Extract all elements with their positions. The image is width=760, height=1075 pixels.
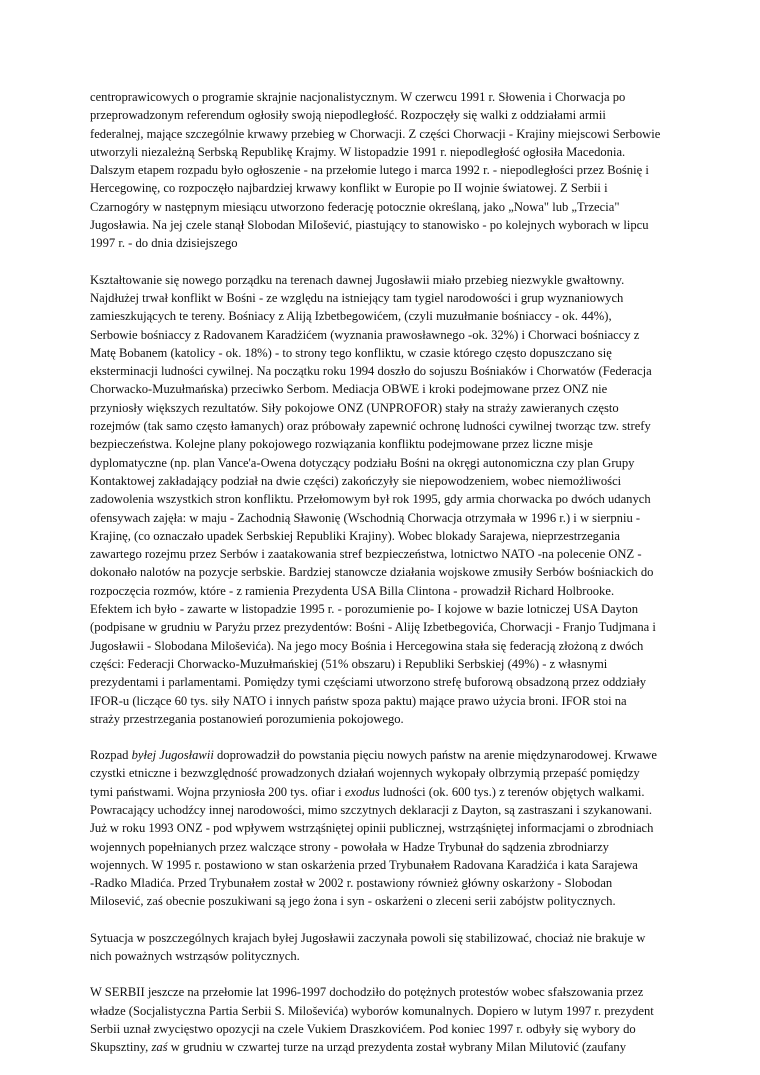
paragraph-4 — [90, 929, 670, 966]
paragraph-3 — [90, 746, 670, 911]
text-line: utworzyli niezależną Serbską Republikę Krajmy. W listopadzie 1991 r. niepodległość ogłosiła Macedonia. — [90, 144, 626, 159]
text-line: Jugosławia. Na jej czele stanął Slobodan MiIošević, piastujący to stanowisko - po kolejnych wyborach w lipcu — [90, 218, 649, 233]
text-line: Powracający uchodźcy innej narodowości, mimo szczytnych deklaracji z Dayton, są zastraszani i szykanowani. — [90, 802, 652, 817]
text-line: przeprowadzonym referendum ogłosiły swoją niepodległość. Rozpoczęły się walki z oddziałami armii — [90, 108, 606, 123]
text-line: Już w roku 1993 ONZ - pod wpływem wstrząśniętej opinii publicznej, wstrząśniętej informacjami o zbrodniach — [90, 821, 654, 836]
text-line: rozejmów (tak samo często łamanych) oraz próbowały zapewnić ochronę ludności cywilnej tworząc tzw. strefy — [90, 419, 651, 434]
paragraph-2 — [90, 271, 670, 728]
text-line: Matę Bobanem (katolicy - ok. 18%) - to strony tego konfliktu, w czasie którego często dopuszczano się — [90, 345, 612, 360]
text-line: dokonało nalotów na pozycje serbskie. Bardziej stanowcze działania wojskowe zmusiły Serbów bośniackich do — [90, 565, 654, 580]
paragraph-5 — [90, 983, 670, 1056]
text-line: Dalszym etapem rozpadu było ogłoszenie - na przełomie lutego i marca 1992 r. - niepodległości przez Bośnię i — [90, 163, 649, 178]
text-line: Efektem ich było - zawarte w listopadzie 1995 r. - porozumienie po- I kojowe w bazie lotniczej USA Dayton — [90, 602, 639, 617]
text-line: rozpoczęcia rozmów, które - z ramienia Prezydenta USA Billa Clintona - prowadził Richard Holbrooke. — [90, 583, 615, 598]
text-line: zawartego rozejmu przez Serbów i zaatakowania stref bezpieczeństwa, lotnictwo NATO -na polecenie ONZ - — [90, 547, 642, 562]
text-line: prezydentami i parlamentami. Pomiędzy tymi częściami utworzono strefę buforową obsadzoną przez oddziały — [90, 675, 647, 690]
text-line: 1997 r. - do dnia dzisiejszego — [90, 236, 238, 251]
text-line: Czarnogóry w następnym miesiącu utworzono federację potocznie określaną, jako „Nowa" lub „Trzecia" — [90, 199, 620, 214]
paragraph-1 — [90, 88, 670, 253]
text-line: -Radko Mladića. Przed Trybunałem został w 2002 r. postawiony również główny oskarżony - Slobodan — [90, 876, 613, 891]
text-line: zamieszkujących te tereny. Bośniacy z Aliją Izbetbegowićem, (czyli muzułmanie bośniaccy - ok. 44%), — [90, 309, 612, 324]
text-line: Hercegowinę, co rozpoczęło najbardziej krwawy konflikt w Europie po II wojnie światowej. Z Serbii i — [90, 181, 608, 196]
text-line: części: Federacji Chorwacko-Muzułmańskiej (51% obszaru) i Republiki Serbskiej (49%) - z własnymi — [90, 656, 608, 671]
text-line: Jugosławii - Slobodana Miloševića). Na jego mocy Bośnia i Hercegowina stała się federacją złożoną z dwóch — [90, 638, 644, 653]
text-line: centroprawicowych o programie skrajnie nacjonalistycznym. W czerwcu 1991 r. Słowenia i Chorwacja po — [90, 90, 626, 104]
text-line: Serbii uznał zwycięstwo opozycji na czele Vukiem Draszkovićem. Pod koniec 1997 r. odbyły się wybory do — [90, 1021, 636, 1036]
text-line: Kontaktowej zakładający podział na dwie części) zakończyły sie niepowodzeniem, wobec niemożliwości — [90, 473, 622, 488]
text-line: (podpisane w grudniu w Paryżu przez prezydentów: Bośni - Aliję Izbetbegovića, Chorwacji - Franjo Tudjmana i — [90, 620, 656, 635]
text-line: Rozpad byłej Jugosławii doprowadził do powstania pięciu nowych państw na arenie międzynarodowej. Krwawe — [90, 748, 657, 763]
text-line: IFOR-u (liczące 60 tys. siły NATO i innych państw spoza paktu) mające prawo użycia broni. IFOR stoi na — [90, 693, 627, 708]
text-line: Kształtowanie się nowego porządku na terenach dawnej Jugosławii miało przebieg niezwykle gwałtowny. — [90, 272, 625, 287]
text-line: nich poważnych wstrząsów politycznych. — [90, 949, 300, 964]
text-line: wojennych. W 1995 r. postawiono w stan oskarżenia przed Trybunałem Radovana Karadżića i kata Sarajewa — [90, 857, 638, 872]
text-line: eksterminacji ludności cywilnej. Na początku roku 1994 doszło do sojuszu Bośniaków i Chorwatów (Federacja — [90, 364, 652, 379]
text-line: Krajinę, (co oznaczało upadek Serbskiej Republiki Krajiny). Wobec blokady Sarajewa, nieprzestrzegania — [90, 528, 620, 543]
text-line: Chorwacko-Muzułmańska) przeciwko Serbom. Mediacja OBWE i kroki podejmowane przez ONZ nie — [90, 382, 608, 397]
text-line: władze (Socjalistyczna Partia Serbii S. Miloševića) wyborów komunalnych. Dopiero w lutym 1997 r. prezydent — [90, 1003, 654, 1018]
text-line: bezpieczeństwa. Kolejne plany pokojowego rozwiązania konfliktu podejmowane przez liczne misje — [90, 437, 593, 452]
text-line: straży przestrzegania postanowień porozumienia pokojowego. — [90, 711, 404, 726]
text-line: tymi państwami. Wojna przyniosła 200 tys. ofiar i exodus ludności (ok. 600 tys.) z terenów objętych walkami. — [90, 784, 645, 799]
text-line: zadowolenia wszystkich stron konfliktu. Przełomowym był rok 1995, gdy armia chorwacka po dwóch udanych — [90, 492, 651, 507]
text-line: dyplomatyczne (np. plan Vance'a-Owena dotyczący podziału Bośni na okręgi autonomiczna czy plan Grupy — [90, 455, 635, 470]
text-line: Serbowie bośniaccy z Radovanem Karadżićem (wyznania prawosławnego -ok. 32%) i Chorwaci bośniaccy z — [90, 327, 640, 342]
text-line: ofensywach zajęła: w maju - Zachodnią Sławonię (Wschodnią Chorwacja otrzymała w 1996 r.) i w sierpniu - — [90, 510, 641, 525]
text-line: Skupsztiny, zaś w grudniu w czwartej turze na urząd prezydenta został wybrany Milan Milutović (zaufany — [90, 1040, 627, 1055]
text-line: Sytuacja w poszczególnych krajach byłej Jugosławii zaczynała powoli się stabilizować, chociaż nie brakuje w — [90, 930, 646, 945]
document-page — [90, 88, 670, 1075]
text-line: Najdłużej trwał konflikt w Bośni - ze względu na istniejący tam tygiel narodowości i grup wyznaniowych — [90, 290, 624, 305]
text-line: federalnej, mające szczególnie krwawy przebieg w Chorwacji. Z części Chorwacji - Krajiny miejscowi Serbowie — [90, 126, 661, 141]
text-line: W SERBII jeszcze na przełomie lat 1996-1997 dochodziło do potężnych protestów wobec sfałszowania przez — [90, 985, 644, 1000]
text-line: czystki etniczne i bezwzględność prowadzonych działań wojennych wykopały olbrzymią przepaść pomiędzy — [90, 766, 640, 781]
text-line: wojennych popełnianych przez walczące strony - powołała w Hadze Trybunał do sądzenia zbrodniarzy — [90, 839, 609, 854]
text-line: Milosević, zaś obecnie poszukiwani są jego żona i syn - oskarżeni o zleceni serii zabójstw politycznych. — [90, 894, 616, 909]
text-line: przyniosły większych rezultatów. Siły pokojowe ONZ (UNPROFOR) stały na straży zawieranych często — [90, 400, 619, 415]
